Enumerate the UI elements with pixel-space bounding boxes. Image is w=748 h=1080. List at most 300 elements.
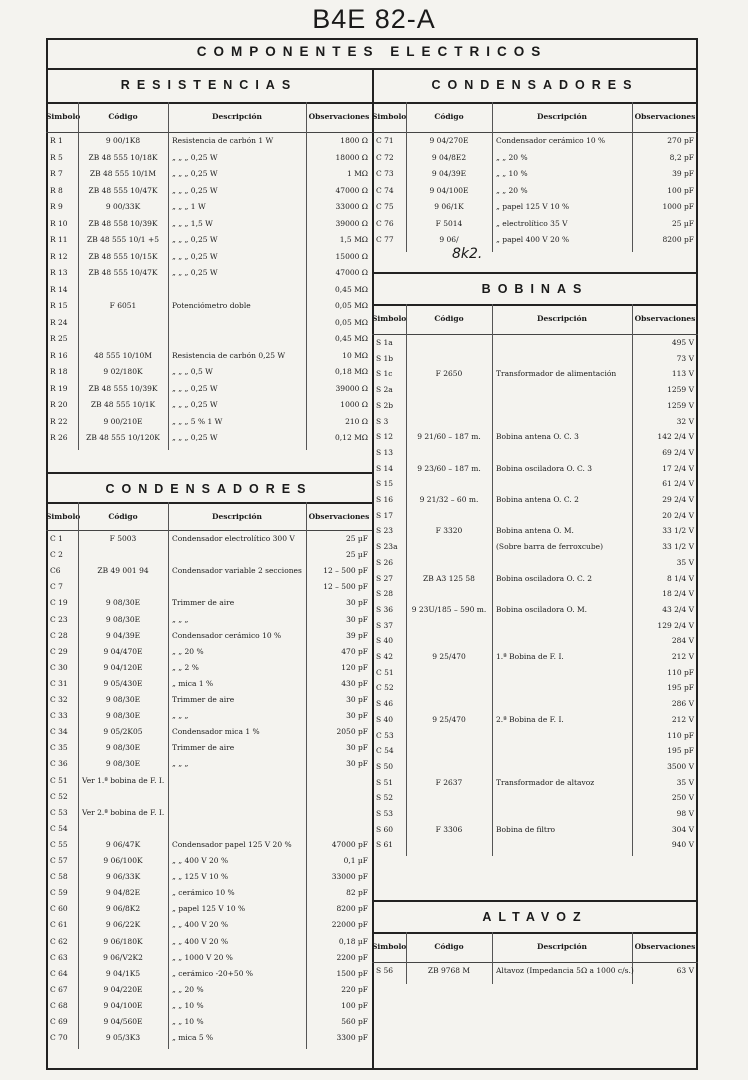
cond_left-row-7-observation-cell: 470 pF [341,646,368,656]
cond_left-row-29-code-cell: 9 04/100E [103,1000,143,1010]
cond_left-row-29-observation-cell: 100 pF [341,1000,368,1010]
bobinas-row-29-observation-cell: 250 V [671,793,694,803]
resistencias-row-10-symbol-cell: R 15 [50,301,68,310]
bobinas-row-2-observation-cell: 113 V [671,369,694,379]
bobinas-row-18-observation-cell: 129 2/4 V [657,620,694,630]
cond_left-top-rule [46,472,372,474]
resistencias-row-1-symbol-cell: R 5 [50,152,63,162]
cond_left-row-10-symbol-cell: C 32 [50,695,68,704]
cond_right-row-2-observation-cell: 39 pF [672,169,694,178]
cond_right-col-header-desc: Descripción [537,112,587,121]
resistencias-col-header-desc: Descripción [212,112,262,121]
bobinas-row-17-symbol-cell: S 36 [376,604,394,614]
bobinas-header-rule [372,304,698,306]
cond_left-row-30-code-cell: 9 04/560E [103,1017,143,1026]
bobinas-row-20-code-cell: 9 25/470 [432,652,466,661]
bobinas-top-rule [372,272,698,274]
resistencias-header-rule [46,102,372,104]
bobinas-row-5-observation-cell: 32 V [676,416,694,426]
cond_right-row-5-symbol-cell: C 76 [376,218,394,228]
cond_left-row-15-code-cell: Ver 1.ª bobina de F. I. [82,775,165,785]
cond_right-row-3-code-cell: 9 04/100E [429,185,469,195]
cond_left-row-16-symbol-cell: C 52 [50,791,68,801]
bobinas-row-19-observation-cell: 284 V [671,636,694,646]
cond_left-row-21-code-cell: 9 06/33K [105,872,141,882]
resistencias-col-header-symbol: Simbolo [46,112,81,121]
bobinas-row-28-symbol-cell: S 51 [376,777,394,787]
resistencias-row-9-observation-cell: 0,45 MΩ [335,284,368,294]
cond_left-row-27-description-cell: „ cerámico -20+50 % [172,968,253,978]
cond_right-col-header-code: Código [434,112,464,121]
bobinas-row-10-description-cell: Bobina antena O. C. 2 [496,495,579,504]
cond_right-row-0-description-cell: Condensador cerámico 10 % [496,136,606,145]
resistencias-row-5-observation-cell: 39000 Ω [335,218,368,228]
cond_left-row-26-symbol-cell: C 63 [50,952,68,962]
cond_left-row-2-code-cell: ZB 49 001 94 [97,566,149,576]
cond_right-row-5-observation-cell: 25 µF [671,218,694,228]
bobinas-row-10-observation-cell: 29 2/4 V [662,495,694,504]
cond_left-row-28-description-cell: „ „ 20 % [172,984,204,994]
bobinas-row-1-symbol-cell: S 1b [376,353,394,363]
cond_left-row-10-code-cell: 9 08/30E [105,695,141,704]
altavoz-top-rule [372,900,698,902]
cond_right-row-6-description-cell: „ papel 400 V 20 % [496,235,570,244]
cond_left-row-24-observation-cell: 22000 pF [331,920,368,930]
cond_left-row-14-observation-cell: 30 pF [346,759,368,769]
resistencias-row-12-symbol-cell: R 25 [50,334,68,343]
cond_left-section-title: CONDENSADORES [105,482,313,496]
bobinas-row-7-symbol-cell: S 13 [376,447,394,457]
resistencias-row-6-description-cell: „ „ „ 0,25 W [172,235,218,244]
resistencias-row-16-description-cell: „ „ „ 0,25 W [172,400,218,409]
cond_left-row-13-description-cell: Trimmer de aire [172,743,235,753]
cond_right-row-2-symbol-cell: C 73 [376,169,394,178]
cond_left-row-25-description-cell: „ „ 400 V 20 % [172,936,229,946]
resistencias-row-10-description-cell: Potenciómetro doble [172,301,251,310]
altavoz-col-rule-1 [406,932,407,984]
cond_left-row-9-code-cell: 9 05/430E [103,678,143,688]
bobinas-col-rule-1 [406,304,407,856]
cond_left-row-28-symbol-cell: C 67 [50,984,68,994]
bobinas-row-22-observation-cell: 195 pF [667,683,694,693]
resistencias-row-8-symbol-cell: R 13 [50,268,68,277]
resistencias-row-14-symbol-cell: R 18 [50,367,68,376]
cond_left-header-rule [46,502,372,504]
resistencias-row-11-symbol-cell: R 24 [50,317,68,327]
resistencias-row-11-observation-cell: 0,05 MΩ [335,317,368,327]
cond_right-row-2-code-cell: 9 04/39E [431,169,467,178]
resistencias-row-6-observation-cell: 1,5 MΩ [339,235,368,244]
resistencias-row-6-symbol-cell: R 11 [50,235,68,244]
bobinas-row-11-symbol-cell: S 17 [376,510,394,520]
cond_left-row-14-symbol-cell: C 36 [50,759,68,769]
cond_right-col-header-obs: Observaciones [634,112,696,121]
resistencias-row-13-observation-cell: 10 MΩ [342,350,368,360]
resistencias-row-6-code-cell: ZB 48 555 10/1 +5 [86,235,159,244]
bobinas-row-16-symbol-cell: S 28 [376,589,394,599]
cond_left-row-12-observation-cell: 2050 pF [336,727,368,737]
cond_left-row-27-code-cell: 9 04/1K5 [105,968,141,978]
cond_right-row-4-description-cell: „ papel 125 V 10 % [496,202,570,211]
bobinas-row-25-symbol-cell: C 53 [376,730,394,740]
resistencias-row-0-code-cell: 9 00/1K8 [105,136,141,145]
resistencias-row-13-symbol-cell: R 16 [50,350,68,360]
resistencias-row-18-observation-cell: 0,12 MΩ [335,433,368,442]
resistencias-row-12-observation-cell: 0,45 MΩ [335,334,368,343]
resistencias-row-14-description-cell: „ „ „ 0,5 W [172,367,213,376]
bobinas-row-6-observation-cell: 142 2/4 V [657,432,694,442]
cond_left-row-9-symbol-cell: C 31 [50,678,68,688]
resistencias-row-2-observation-cell: 1 MΩ [346,169,368,178]
cond_left-row-19-description-cell: Condensador papel 125 V 20 % [172,839,292,849]
resistencias-row-4-symbol-cell: R 9 [50,202,63,211]
resistencias-row-18-symbol-cell: R 26 [50,433,68,442]
cond_left-row-27-symbol-cell: C 64 [50,968,68,978]
resistencias-row-0-observation-cell: 1800 Ω [340,136,368,145]
altavoz-row-0-code-cell: ZB 9768 M [427,966,471,975]
bobinas-row-17-description-cell: Bobina osciladora O. M. [496,604,588,614]
cond_left-row-21-observation-cell: 33000 pF [331,872,368,882]
bobinas-row-20-symbol-cell: S 42 [376,652,394,661]
bobinas-row-8-observation-cell: 17 2/4 V [662,463,694,473]
cond_left-row-10-observation-cell: 30 pF [346,695,368,704]
resistencias-row-5-symbol-cell: R 10 [50,218,68,228]
cond_right-row-1-observation-cell: 8,2 pF [669,152,694,162]
bobinas-row-8-description-cell: Bobina osciladora O. C. 3 [496,463,592,473]
bobinas-row-2-description-cell: Transformador de alimentación [496,369,617,379]
bobinas-row-12-symbol-cell: S 23 [376,526,394,536]
cond_left-row-19-code-cell: 9 06/47K [105,839,141,849]
cond_left-row-13-symbol-cell: C 35 [50,743,68,753]
resistencias-body-rule [46,132,372,133]
cond_left-row-24-symbol-cell: C 61 [50,920,68,930]
cond_left-row-26-observation-cell: 2200 pF [336,952,368,962]
cond_left-row-12-symbol-cell: C 34 [50,727,68,737]
cond_left-col-header-obs: Observaciones [308,512,370,521]
cond_right-row-5-code-cell: F 5014 [435,218,463,228]
bobinas-row-14-symbol-cell: S 26 [376,557,394,567]
bobinas-row-21-symbol-cell: C 51 [376,667,394,677]
bobinas-row-26-symbol-cell: C 54 [376,746,394,756]
cond_left-row-23-symbol-cell: C 60 [50,904,68,914]
resistencias-col-rule-3 [306,102,307,450]
cond_left-row-31-symbol-cell: C 70 [50,1033,68,1043]
cond_left-row-12-description-cell: Condensador mica 1 % [172,727,260,737]
cond_right-col-rule-1 [406,102,407,252]
resistencias-row-7-symbol-cell: R 12 [50,251,68,261]
bobinas-row-31-observation-cell: 304 V [671,824,694,834]
cond_left-row-20-description-cell: „ „ 400 V 20 % [172,856,229,865]
cond_left-row-6-symbol-cell: C 28 [50,630,68,640]
resistencias-row-14-observation-cell: 0,18 MΩ [335,367,368,376]
bobinas-row-6-description-cell: Bobina antena O. C. 3 [496,432,579,442]
bobinas-row-15-symbol-cell: S 27 [376,573,394,583]
bobinas-row-23-observation-cell: 286 V [671,699,694,709]
cond_left-row-0-symbol-cell: C 1 [50,534,63,543]
bobinas-row-6-code-cell: 9 21/60 – 187 m. [417,432,481,442]
cond_right-row-5-description-cell: „ electrolítico 35 V [496,218,568,228]
bobinas-row-14-observation-cell: 35 V [676,557,694,567]
resistencias-row-13-description-cell: Resistencia de carbón 0,25 W [172,350,286,360]
cond_left-row-11-observation-cell: 30 pF [346,711,368,721]
cond_left-body-rule [46,530,372,531]
cond_left-row-9-description-cell: „ mica 1 % [172,678,214,688]
bobinas-section-title: BOBINAS [481,282,589,296]
bobinas-row-27-observation-cell: 3500 V [667,761,694,771]
cond_right-col-rule-2 [492,102,493,252]
bobinas-body-rule [372,334,698,335]
cond_right-body-rule [372,132,698,133]
cond_left-row-30-symbol-cell: C 69 [50,1017,68,1026]
bobinas-row-7-observation-cell: 69 2/4 V [662,447,694,457]
bobinas-row-20-description-cell: 1.ª Bobina de F. I. [496,652,564,661]
bobinas-row-10-symbol-cell: S 16 [376,495,394,504]
resistencias-row-17-code-cell: 9 00/210E [103,416,143,426]
altavoz-col-header-symbol: Simbolo [372,942,407,951]
cond_left-row-29-symbol-cell: C 68 [50,1000,68,1010]
cond_right-row-0-observation-cell: 270 pF [667,136,694,145]
resistencias-row-2-code-cell: ZB 48 555 10/1M [89,169,157,178]
cond_left-col-rule-1 [78,502,79,1049]
resistencias-row-1-code-cell: ZB 48 555 10/18K [88,152,158,162]
cond_left-col-header-symbol: Simbolo [46,512,81,521]
bobinas-row-32-symbol-cell: S 61 [376,840,394,850]
cond_left-row-4-symbol-cell: C 19 [50,598,68,608]
altavoz-section-title: ALTAVOZ [482,910,588,924]
resistencias-row-9-symbol-cell: R 14 [50,284,68,294]
cond_left-row-6-code-cell: 9 04/39E [105,630,141,640]
resistencias-row-3-observation-cell: 47000 Ω [335,185,368,195]
altavoz-col-header-code: Código [434,942,464,951]
cond_left-row-17-symbol-cell: C 53 [50,807,68,817]
bobinas-row-12-description-cell: Bobina antena O. M. [496,526,574,536]
bobinas-row-9-symbol-cell: S 15 [376,479,394,489]
cond_left-row-25-symbol-cell: C 62 [50,936,68,946]
cond_left-row-3-observation-cell: 12 – 500 pF [323,582,368,592]
resistencias-row-17-description-cell: „ „ „ 5 % 1 W [172,416,223,426]
handwritten-note: 8k2. [452,246,483,262]
resistencias-row-1-description-cell: „ „ „ 0,25 W [172,152,218,162]
cond_left-row-4-code-cell: 9 08/30E [105,598,141,608]
cond_left-row-29-description-cell: „ „ 10 % [172,1000,204,1010]
bobinas-row-30-observation-cell: 98 V [676,809,694,818]
resistencias-row-15-description-cell: „ „ „ 0,25 W [172,383,218,393]
resistencias-row-8-observation-cell: 47000 Ω [335,268,368,277]
bobinas-row-11-observation-cell: 20 2/4 V [662,510,694,520]
cond_left-row-5-code-cell: 9 08/30E [105,614,141,624]
cond_left-row-7-code-cell: 9 04/470E [103,646,143,656]
cond_left-row-13-observation-cell: 30 pF [346,743,368,753]
resistencias-row-13-code-cell: 48 555 10/10M [94,350,152,360]
cond_right-row-6-observation-cell: 8200 pF [662,235,694,244]
cond_right-row-3-observation-cell: 100 pF [667,185,694,195]
cond_left-row-18-symbol-cell: C 54 [50,823,68,833]
cond_left-row-22-code-cell: 9 04/82E [105,888,141,898]
cond_left-row-1-observation-cell: 25 µF [345,550,368,560]
bobinas-col-header-code: Código [434,314,464,323]
cond_left-row-14-description-cell: „ „ „ [172,759,189,769]
cond_left-row-25-code-cell: 9 06/180K [103,936,143,946]
resistencias-col-rule-1 [78,102,79,450]
cond_left-row-14-code-cell: 9 08/30E [105,759,141,769]
resistencias-row-2-symbol-cell: R 7 [50,169,63,178]
cond_right-row-0-symbol-cell: C 71 [376,136,394,145]
resistencias-col-header-obs: Observaciones [308,112,370,121]
bobinas-row-24-symbol-cell: S 40 [376,714,394,724]
bobinas-row-5-symbol-cell: S 3 [376,416,389,426]
bobinas-row-30-symbol-cell: S 53 [376,809,394,818]
cond_right-row-6-code-cell: 9 06/ [439,235,459,244]
bobinas-row-10-code-cell: 9 21/32 – 60 m. [419,495,479,504]
bobinas-row-15-observation-cell: 8 1/4 V [666,573,694,583]
altavoz-col-rule-3 [632,932,633,984]
resistencias-row-10-code-cell: F 6051 [109,301,137,310]
cond_left-row-2-description-cell: Condensador variable 2 secciones [172,566,302,576]
bobinas-col-rule-2 [492,304,493,856]
cond_left-row-0-code-cell: F 5003 [109,534,137,543]
cond_left-row-26-description-cell: „ „ 1000 V 20 % [172,952,233,962]
cond_left-row-28-observation-cell: 220 pF [341,984,368,994]
resistencias-row-18-description-cell: „ „ „ 0,25 W [172,433,218,442]
bobinas-row-6-symbol-cell: S 12 [376,432,394,442]
bobinas-row-0-symbol-cell: S 1a [376,338,393,347]
bobinas-row-32-observation-cell: 940 V [671,840,694,850]
cond_left-row-27-observation-cell: 1500 pF [336,968,368,978]
resistencias-row-5-description-cell: „ „ „ 1,5 W [172,218,213,228]
bobinas-row-1-observation-cell: 73 V [676,353,694,363]
bobinas-row-4-observation-cell: 1259 V [667,400,694,410]
altavoz-row-0-description-cell: Altavoz (Impedancia 5Ω a 1000 c/s.) [496,966,634,975]
resistencias-row-1-observation-cell: 18000 Ω [335,152,368,162]
bobinas-row-26-observation-cell: 195 pF [667,746,694,756]
cond_left-row-3-symbol-cell: C 7 [50,582,63,592]
resistencias-row-15-code-cell: ZB 48 555 10/39K [88,383,158,393]
resistencias-row-8-description-cell: „ „ „ 0,25 W [172,268,218,277]
bobinas-row-9-observation-cell: 61 2/4 V [662,479,694,489]
cond_left-row-11-symbol-cell: C 33 [50,711,68,721]
bobinas-row-12-observation-cell: 33 1/2 V [662,526,694,536]
cond_left-row-31-description-cell: „ mica 5 % [172,1033,214,1043]
cond_left-row-4-observation-cell: 30 pF [346,598,368,608]
cond_right-row-0-code-cell: 9 04/270E [429,136,469,145]
cond_left-row-7-symbol-cell: C 29 [50,646,68,656]
cond_left-row-19-observation-cell: 47000 pF [331,839,368,849]
resistencias-col-rule-2 [168,102,169,450]
cond_right-row-4-observation-cell: 1000 pF [662,202,694,211]
cond_left-row-19-symbol-cell: C 55 [50,839,68,849]
cond_left-row-6-description-cell: Condensador cerámico 10 % [172,630,282,640]
bobinas-row-19-symbol-cell: S 40 [376,636,394,646]
bobinas-row-24-observation-cell: 212 V [671,714,694,724]
resistencias-row-5-code-cell: ZB 48 558 10/39K [88,218,158,228]
cond_left-col-rule-3 [306,502,307,1049]
bobinas-row-21-observation-cell: 110 pF [667,667,694,677]
cond_left-row-22-symbol-cell: C 59 [50,888,68,898]
resistencias-row-16-code-cell: ZB 48 555 10/1K [90,400,156,409]
resistencias-row-17-symbol-cell: R 22 [50,416,68,426]
cond_right-row-4-symbol-cell: C 75 [376,202,394,211]
cond_right-row-3-symbol-cell: C 74 [376,185,394,195]
cond_left-row-8-observation-cell: 120 pF [341,662,368,672]
bobinas-row-2-code-cell: F 2650 [435,369,463,379]
bobinas-row-8-code-cell: 9 23/60 – 187 m. [417,463,481,473]
resistencias-row-15-symbol-cell: R 19 [50,383,68,393]
cond_right-row-1-description-cell: „ „ 20 % [496,152,528,162]
resistencias-row-10-observation-cell: 0,05 MΩ [335,301,368,310]
bobinas-row-17-code-cell: 9 23U/185 – 590 m. [411,604,487,614]
cond_right-row-4-code-cell: 9 06/1K [434,202,464,211]
bobinas-row-15-code-cell: ZB A3 125 58 [423,573,475,583]
cond_left-row-30-description-cell: „ „ 10 % [172,1017,204,1026]
cond_left-row-24-code-cell: 9 06/22K [105,920,141,930]
altavoz-row-0-symbol-cell: S 56 [376,966,394,975]
cond_left-row-11-code-cell: 9 08/30E [105,711,141,721]
cond_right-row-1-symbol-cell: C 72 [376,152,394,162]
bobinas-row-27-symbol-cell: S 50 [376,761,394,771]
cond_left-row-8-description-cell: „ „ 2 % [172,662,199,672]
cond_left-row-2-observation-cell: 12 – 500 pF [323,566,368,576]
cond_left-row-1-symbol-cell: C 2 [50,550,63,560]
altavoz-col-header-desc: Descripción [537,942,587,951]
main-title: COMPONENTES ELECTRICOS [196,44,548,59]
cond_left-row-22-observation-cell: 82 pF [346,888,368,898]
bobinas-row-17-observation-cell: 43 2/4 V [662,604,694,614]
resistencias-row-3-symbol-cell: R 8 [50,185,63,195]
bobinas-row-13-observation-cell: 33 1/2 V [662,542,694,552]
bobinas-col-header-obs: Observaciones [634,314,696,323]
bobinas-row-28-observation-cell: 35 V [676,777,694,787]
resistencias-row-7-description-cell: „ „ „ 0,25 W [172,251,218,261]
bobinas-row-3-observation-cell: 1259 V [667,385,694,395]
bobinas-row-28-description-cell: Transformador de altavoz [496,777,595,787]
bobinas-row-16-observation-cell: 18 2/4 V [662,589,694,599]
cond_left-row-31-observation-cell: 3300 pF [336,1033,368,1043]
document-title: B4E 82-A [312,4,436,34]
resistencias-col-header-code: Código [108,112,138,121]
bobinas-row-12-code-cell: F 3320 [435,526,463,536]
resistencias-row-16-symbol-cell: R 20 [50,400,68,409]
cond_left-row-20-code-cell: 9 06/100K [103,856,143,865]
cond_right-row-3-description-cell: „ „ 20 % [496,185,528,195]
altavoz-col-rule-2 [492,932,493,984]
resistencias-row-0-symbol-cell: R 1 [50,136,63,145]
cond_left-row-0-description-cell: Condensador electrolítico 300 V [172,534,295,543]
bobinas-col-rule-3 [632,304,633,856]
altavoz-col-header-obs: Observaciones [634,942,696,951]
resistencias-row-4-code-cell: 9 00/33K [105,202,141,211]
cond_left-row-2-symbol-cell: C6 [50,566,61,576]
cond_left-row-8-symbol-cell: C 30 [50,662,68,672]
cond_right-section-title: CONDENSADORES [431,78,639,92]
resistencias-row-4-description-cell: „ „ „ 1 W [172,202,206,211]
resistencias-row-7-code-cell: ZB 48 555 10/15K [88,251,158,261]
resistencias-row-4-observation-cell: 33000 Ω [335,202,368,211]
cond_left-row-5-description-cell: „ „ „ [172,614,189,624]
cond_right-header-rule [372,102,698,104]
cond_left-row-30-observation-cell: 560 pF [341,1017,368,1026]
bobinas-row-18-symbol-cell: S 37 [376,620,394,630]
resistencias-row-15-observation-cell: 39000 Ω [335,383,368,393]
cond_right-col-rule-3 [632,102,633,252]
cond_left-row-13-code-cell: 9 08/30E [105,743,141,753]
cond_left-row-17-code-cell: Ver 2.ª bobina de F. I. [82,807,165,817]
bobinas-col-header-symbol: Simbolo [372,314,407,323]
cond_right-row-2-description-cell: „ „ 10 % [496,169,528,178]
cond_left-row-26-code-cell: 9 06/V2K2 [103,952,143,962]
cond_left-row-23-code-cell: 9 06/8K2 [105,904,141,914]
resistencias-row-17-observation-cell: 210 Ω [345,416,368,426]
bobinas-row-3-symbol-cell: S 2a [376,385,393,395]
